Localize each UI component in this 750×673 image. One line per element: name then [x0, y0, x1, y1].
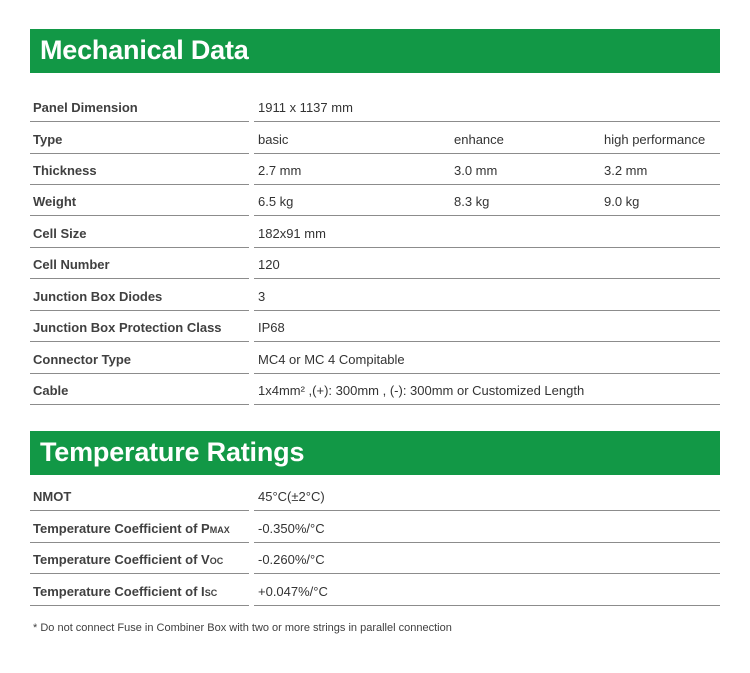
row-value: high performance — [604, 132, 706, 147]
row-value: 1x4mm² ,(+): 300mm , (-): 300mm or Customized Length — [258, 383, 585, 398]
row-label-text: Junction Box Protection Class — [33, 320, 222, 335]
row-divider — [30, 184, 249, 185]
row-divider — [30, 247, 249, 248]
row-divider — [30, 542, 249, 543]
row-label — [33, 100, 138, 115]
row-label-text: Cell Number — [33, 257, 110, 272]
row-divider — [30, 605, 249, 606]
row-divider — [30, 510, 249, 511]
row-label — [33, 489, 71, 504]
row-label — [33, 226, 86, 241]
row-divider — [254, 310, 720, 311]
row-label-subscript: OC — [209, 556, 224, 566]
row-value: 6.5 kg — [258, 194, 294, 209]
row-divider — [254, 278, 720, 279]
row-label — [33, 320, 222, 335]
row-divider — [30, 404, 249, 405]
row-label — [33, 383, 68, 398]
temperature-ratings-title: Temperature Ratings — [40, 437, 305, 467]
row-label-text: Temperature Coefficient of I — [33, 584, 205, 599]
row-label-text: Junction Box Diodes — [33, 289, 163, 304]
row-value: 8.3 kg — [454, 194, 490, 209]
row-label-text: Type — [33, 132, 63, 147]
temperature-ratings-header — [30, 431, 720, 475]
row-label — [33, 352, 131, 367]
row-divider — [30, 121, 249, 122]
row-divider — [254, 605, 720, 606]
row-label — [33, 584, 217, 599]
row-value: 2.7 mm — [258, 163, 302, 178]
row-value: 3.2 mm — [604, 163, 648, 178]
row-divider — [254, 510, 720, 511]
row-label-text: Temperature Coefficient of P — [33, 521, 210, 536]
row-divider — [254, 215, 720, 216]
row-value: 3 — [258, 289, 266, 304]
row-label — [33, 132, 62, 147]
row-label-text: Temperature Coefficient of V — [33, 552, 210, 567]
mechanical-data-title: Mechanical Data — [40, 35, 249, 65]
row-label-subscript: MAX — [209, 525, 230, 535]
mechanical-data-header — [30, 29, 720, 73]
row-label-text: Connector Type — [33, 352, 131, 367]
row-value: -0.350%/°C — [258, 521, 325, 536]
row-divider — [254, 341, 720, 342]
row-divider — [30, 153, 249, 154]
row-label-text: Weight — [33, 194, 77, 209]
row-divider — [30, 373, 249, 374]
footnote: * Do not connect Fuse in Combiner Box with two or more strings in parallel connection — [33, 622, 452, 634]
row-divider — [254, 247, 720, 248]
row-divider — [30, 215, 249, 216]
row-divider — [254, 121, 720, 122]
row-divider — [254, 573, 720, 574]
row-divider — [30, 278, 249, 279]
row-value: 3.0 mm — [454, 163, 498, 178]
row-label — [33, 289, 162, 304]
row-divider — [254, 184, 720, 185]
row-label — [33, 163, 97, 178]
row-divider — [30, 310, 249, 311]
row-label-subscript: SC — [204, 588, 218, 598]
row-label-text: NMOT — [33, 489, 72, 504]
row-value: 45°C(±2°C) — [258, 489, 325, 504]
row-value: enhance — [454, 132, 504, 147]
row-label-text: Thickness — [33, 163, 97, 178]
row-label — [33, 194, 76, 209]
row-label — [33, 521, 230, 536]
row-divider — [254, 542, 720, 543]
row-value: IP68 — [258, 320, 285, 335]
row-label-text: Panel Dimension — [33, 100, 138, 115]
row-value: -0.260%/°C — [258, 552, 325, 567]
row-value: 120 — [258, 257, 280, 272]
row-divider — [254, 404, 720, 405]
row-divider — [30, 341, 249, 342]
row-value: basic — [258, 132, 289, 147]
row-divider — [254, 373, 720, 374]
row-value: 1911 x 1137 mm — [258, 100, 353, 115]
row-divider — [254, 153, 720, 154]
row-label-text: Cell Size — [33, 226, 87, 241]
row-value: MC4 or MC 4 Compitable — [258, 352, 405, 367]
row-value: +0.047%/°C — [258, 584, 328, 599]
row-label — [33, 257, 110, 272]
row-value: 9.0 kg — [604, 194, 640, 209]
row-divider — [30, 573, 249, 574]
row-value: 182x91 mm — [258, 226, 326, 241]
row-label-text: Cable — [33, 383, 69, 398]
row-label — [33, 552, 223, 567]
